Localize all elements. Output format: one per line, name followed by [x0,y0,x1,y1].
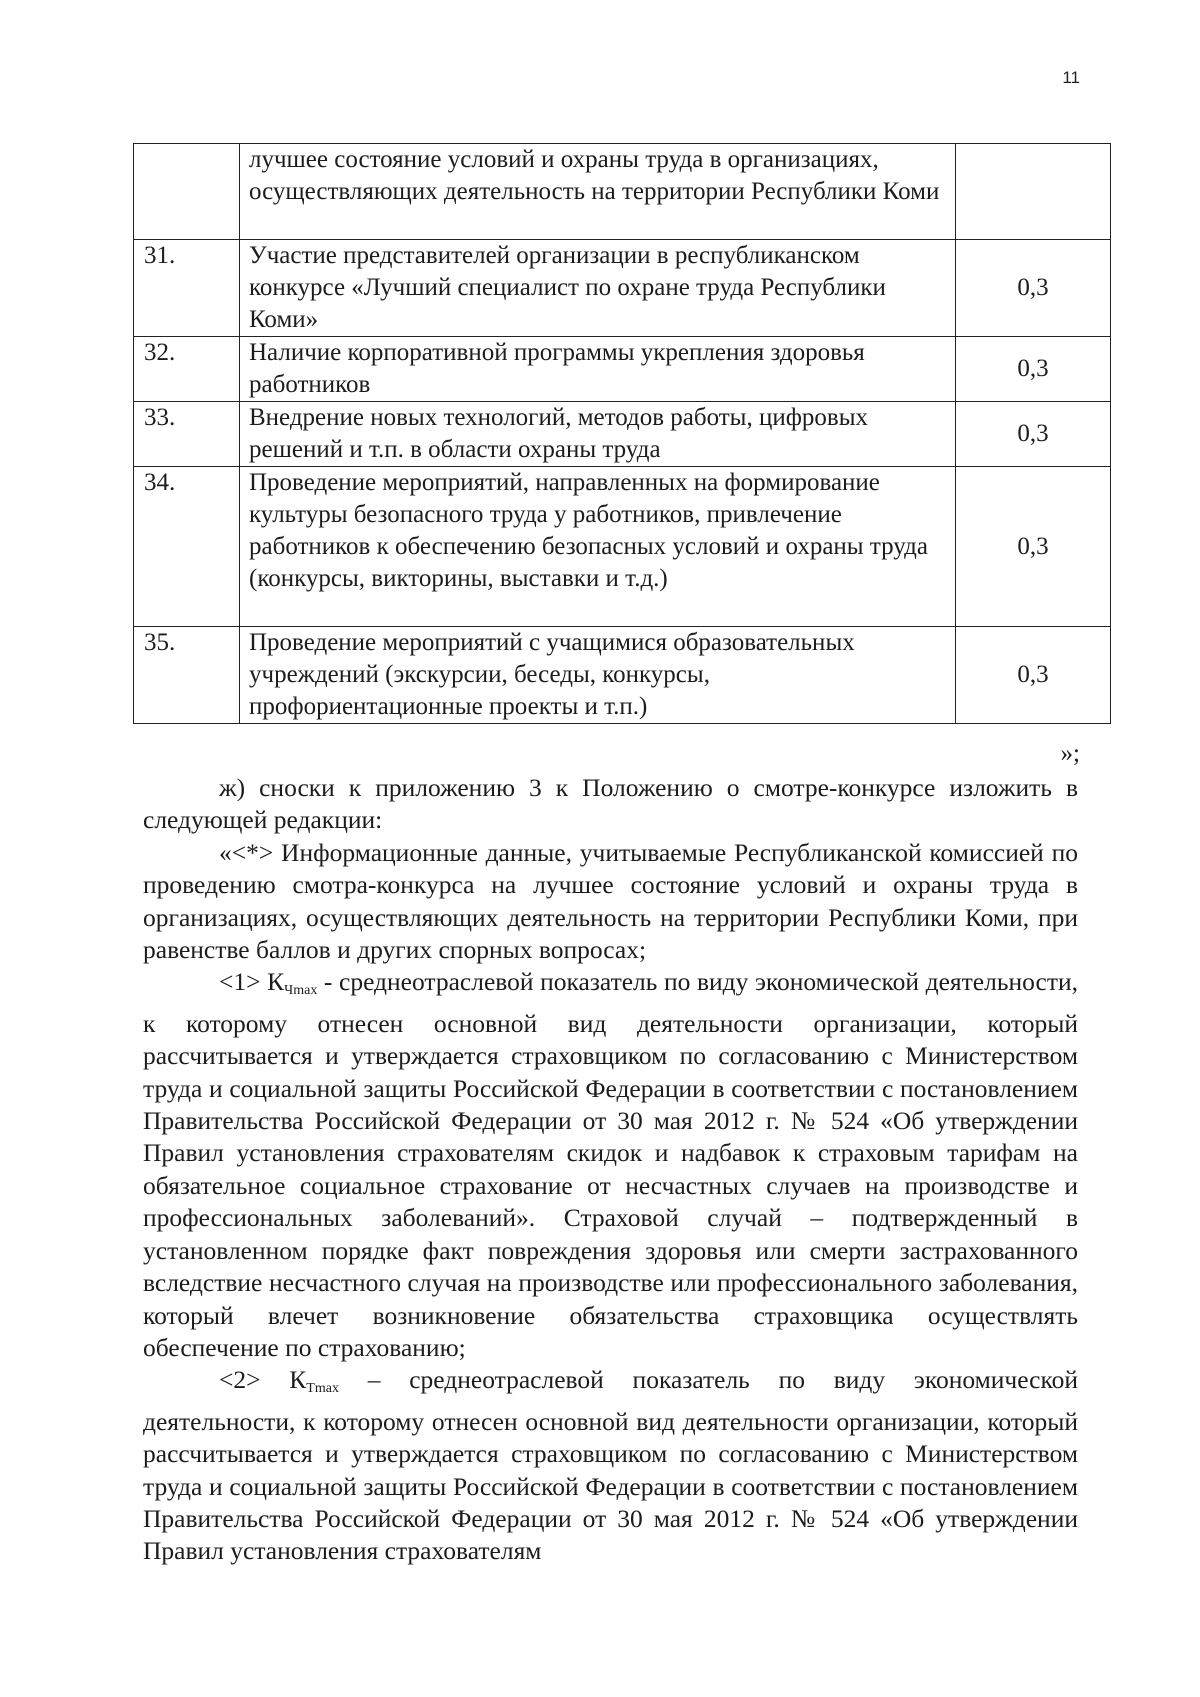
footnote-2 [143,1364,1078,1567]
footnote-2-subscript: Тmax [306,1381,339,1397]
footnote-asterisk: «<*> Информационные данные, учитываемые Республиканской комиссией по проведению смотра-конкурса на лучшее состояние условий и охраны труда в организациях, осуществляющих деятельность на территории Республики Коми, при равенстве баллов и других спорных вопросах; [143,837,1078,965]
criteria-table [133,143,1111,724]
document-body [143,772,1078,1568]
row-number [134,144,240,240]
footnote-1-text: - среднеотраслевой показатель по виду экономической деятельности, к которому отнесен основной вид деятельности организации, который рассчитывается и утверждается страховщиком по согласованию с Министерством труда и социальной защиты Российской Федерации в соответствии с постановлением Правительства Российской Федерации от 30 мая 2012 г. № 524 «Об утверждении Правил установления страхователям скидок и надбавок к страховым тарифам на обязательное социальное страхование от несчастных случаев на производстве и профессиональных заболеваний». Страховой случай – подтвержденный в установленном порядке факт повреждения здоровья или смерти застрахованного вследствие несчастного случая на производстве или профессионального заболевания, который влечет возникновение обязательства страховщика осуществлять обеспечение по страхованию; [143,967,1078,1362]
row-number: 31. [134,240,240,337]
row-text: Внедрение новых технологий, методов работы, цифровых решений и т.п. в области охраны труда [240,402,956,467]
page-number: 11 [1062,68,1080,87]
table-row [134,337,1111,402]
row-score [956,144,1111,240]
footnote-2-text: – среднеотраслевой показатель по виду экономической деятельности, к которому отнесен основной вид деятельности организации, который рассчитывается и утверждается страховщиком по согласованию с Министерством труда и социальной защиты Российской Федерации в соответствии с постановлением Правительства Российской Федерации от 30 мая 2012 г. № 524 «Об утверждении Правил установления страхователям [143,1365,1078,1566]
closing-quote: »; [1060,740,1080,767]
row-score: 0,3 [956,240,1111,337]
row-score: 0,3 [956,402,1111,467]
row-text: лучшее состояние условий и охраны труда в организациях, осуществляющих деятельность на территории Республики Коми [240,144,956,240]
row-score: 0,3 [956,337,1111,402]
row-score: 0,3 [956,627,1111,724]
table-row [134,240,1111,337]
table-row [134,144,1111,240]
row-number: 33. [134,402,240,467]
table-row [134,627,1111,724]
row-number: 34. [134,467,240,627]
row-text: Проведение мероприятий, направленных на формирование культуры безопасного труда у работников, привлечение работников к обеспечению безопасных условий и охраны труда (конкурсы, викторины, выставки и т.д.) [240,467,956,627]
row-text: Проведение мероприятий с учащимися образовательных учреждений (экскурсии, беседы, конкурсы, профориентационные проекты и т.п.) [240,627,956,724]
footnote-1 [143,966,1078,1364]
row-text: Участие представителей организации в республиканском конкурсе «Лучший специалист по охране труда Республики Коми» [240,240,956,337]
table-row [134,402,1111,467]
footnote-2-prefix: <2> К [219,1365,307,1395]
row-number: 35. [134,627,240,724]
footnote-1-subscript: Чmax [284,983,318,999]
footnote-1-prefix: <1> К [219,967,285,997]
row-score: 0,3 [956,467,1111,627]
amendment-paragraph: ж) сноски к приложению 3 к Положению о смотре-конкурсе изложить в следующей редакции: [143,773,1078,835]
table-row [134,467,1111,627]
row-text: Наличие корпоративной программы укрепления здоровья работников [240,337,956,402]
row-number: 32. [134,337,240,402]
